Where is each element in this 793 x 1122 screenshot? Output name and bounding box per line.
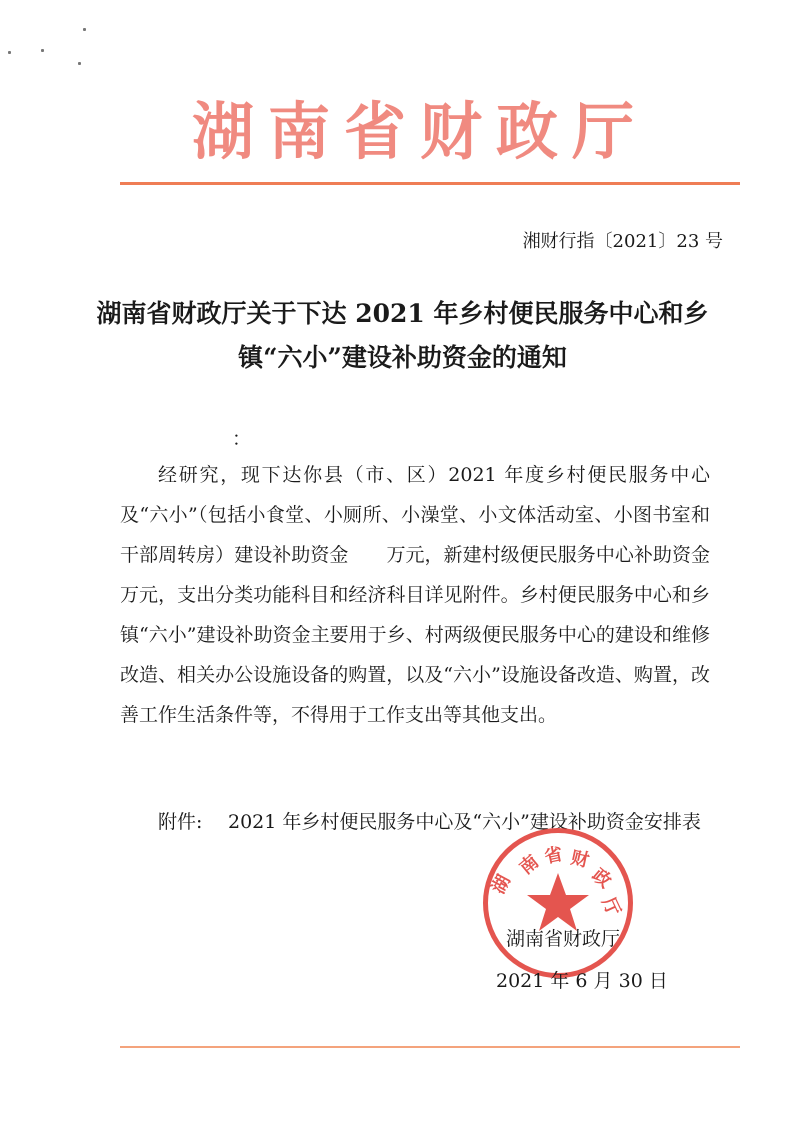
notice-body: 经研究，现下达你县（市、区）2021 年度乡村便民服务中心及“六小”（包括小食堂、小厕所、小澡堂、小文体活动室、小图书室和干部周转房）建设补助资金 万元，新建村级便民服务中心补助资金 万元，支出分类功能科目和经济科目详见附件。乡村便民服务中心和乡镇“六小”建设补助资金主要用于乡、村两级便民服务中心的建设和维修改造、相关办公设施设备的购置，以及“六小”设施设备改造、购置，改善工作生活条件等，不得用于工作支出等其他支出。 bbox=[120, 464, 730, 726]
seal-char: 政 bbox=[587, 864, 616, 893]
signer-name: 湖南省财政厅 bbox=[506, 928, 621, 950]
signing-date: 2021 年 6 月 30 日 bbox=[496, 970, 668, 992]
document-number: 湘财行指〔2021〕23 号 bbox=[522, 231, 723, 252]
seal-char: 省 bbox=[542, 843, 565, 868]
header-divider bbox=[120, 182, 740, 185]
scan-speck bbox=[41, 49, 44, 52]
attachment-label: 附件: bbox=[158, 811, 203, 833]
seal-char: 厅 bbox=[597, 894, 625, 920]
salutation: ： bbox=[232, 428, 252, 450]
seal-char: 湖 bbox=[488, 871, 515, 898]
notice-title: 湖南省财政厅关于下达 2021 年乡村便民服务中心和乡镇“六小”建设补助资金的通知 bbox=[96, 299, 709, 372]
seal-graphic bbox=[488, 833, 628, 973]
footer-divider bbox=[120, 1046, 740, 1048]
seal-char: 财 bbox=[568, 847, 591, 872]
scan-speck bbox=[83, 28, 86, 31]
organization-heading: 湖南省财政厅 bbox=[191, 94, 648, 168]
official-seal bbox=[483, 828, 633, 978]
scan-speck bbox=[78, 62, 81, 65]
attachment-link[interactable]: 2021 年乡村便民服务中心及“六小”建设补助资金安排表 bbox=[228, 811, 701, 833]
seal-star-icon bbox=[527, 873, 589, 931]
scan-speck bbox=[8, 51, 11, 54]
seal-char: 南 bbox=[515, 851, 544, 879]
